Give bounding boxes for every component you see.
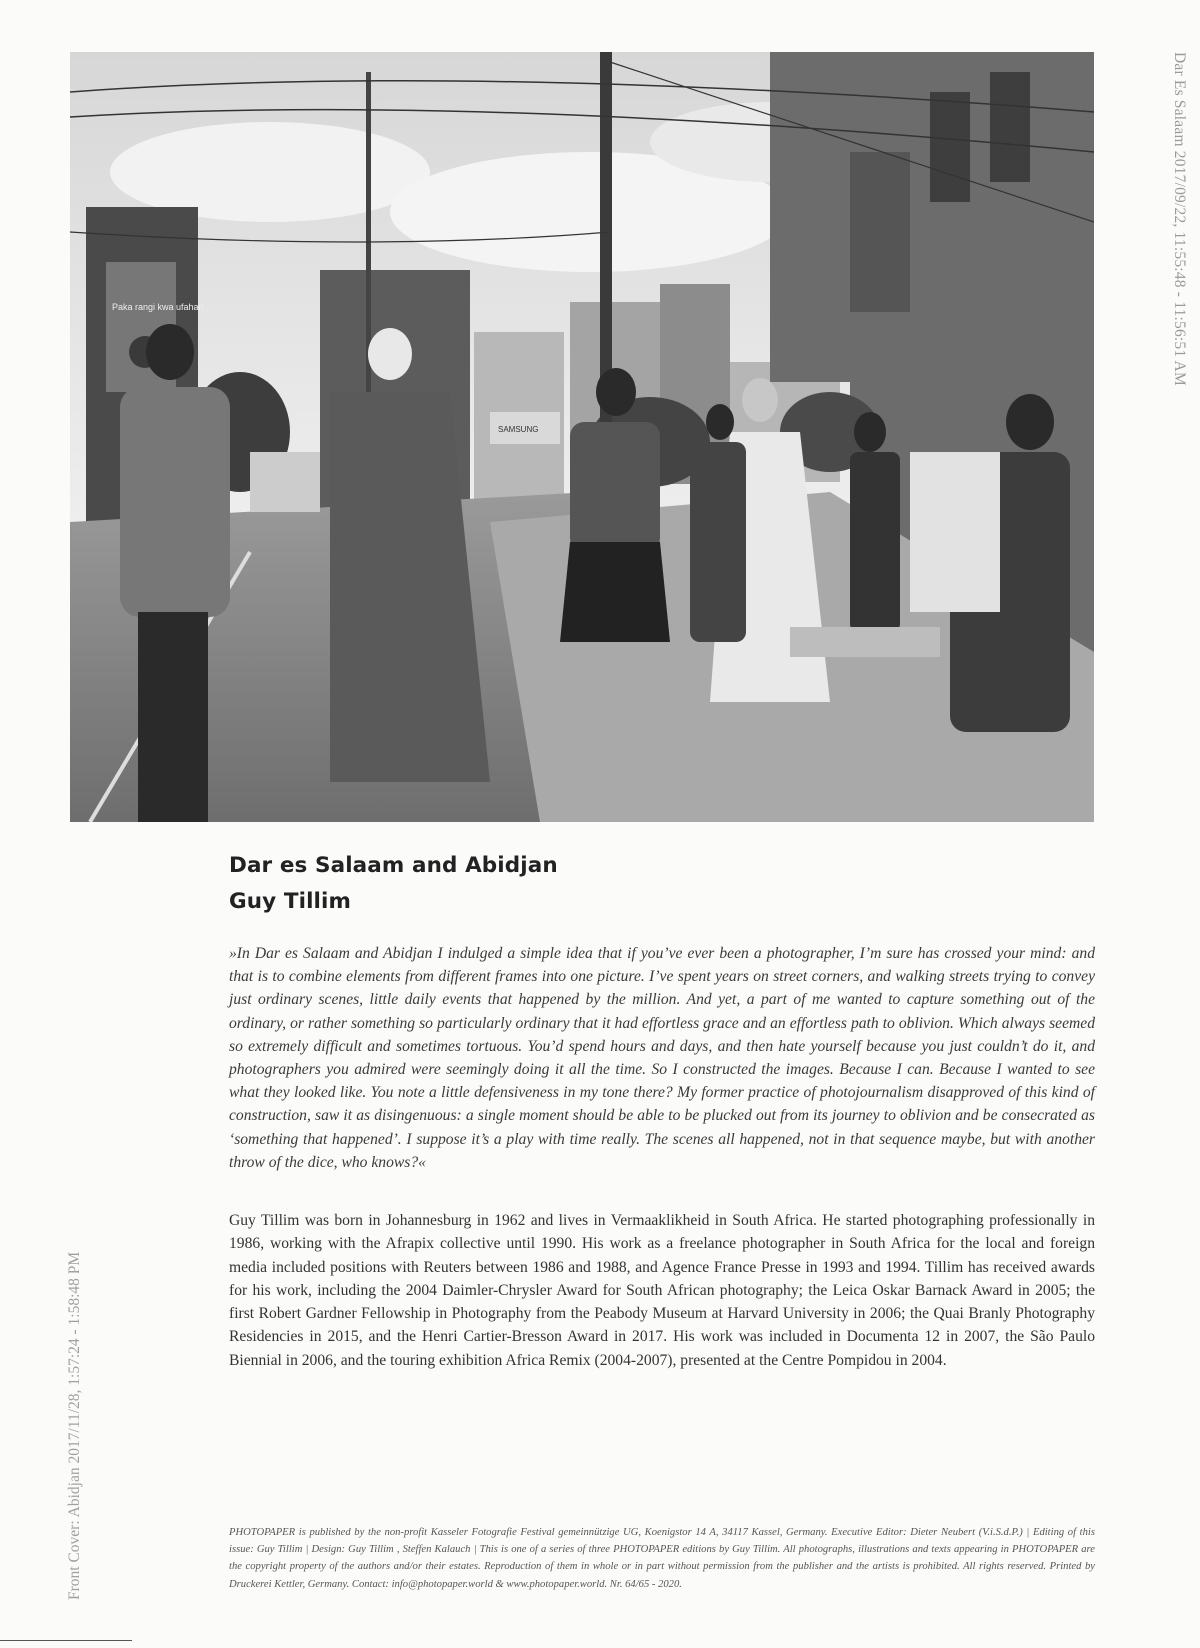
- street-photograph: [70, 52, 1094, 822]
- billboard-text: Paka rangi kwa ufahari: [112, 302, 204, 312]
- publisher-footer: PHOTOPAPER is published by the non-profit Kasseler Fotografie Festival gemeinnützige UG, Koenigstor 14 A, 34117 Kassel, Germany. Executive Editor: Dieter Neubert (V.i.S.d.P.) | Editing of this issue: Guy Tillim | Design: Guy Tillim , Steffen Kalauch | This is one of a series of three PHOTOPAPER editions by Guy Tillim. All photographs, illustrations and texts appearing in PHOTOPAPER are the copyright property of the authors and/or their estates. Reproduction of them in whole or in part without permission from the publisher and the artists is prohibited. All rights reserved. Printed by Druckerei Kettler, Germany. Contact: info@photopaper.world & www.photopaper.world. Nr. 64/65 - 2020.: [229, 1527, 1095, 1590]
- artist-quote: »In Dar es Salaam and Abidjan I indulged a simple idea that if you’ve ever been a photographer, I’m sure has crossed your mind: and that is to combine elements from different frames into one picture. I’ve spent years on street corners, and walking streets trying to convey just ordinary scenes, little daily events that happened by the million. And yet, a part of me wanted to capture something out of the ordinary, or rather something so particularly ordinary that it had effortless grace and an effortless path to oblivion. Which always seemed so extremely difficult and sometimes tortuous. You’d spend hours and days, and then hate yourself because you just couldn’t do it, and photographers you admired were seemingly doing it all the time. So I constructed the images. Because I can. Because I wanted to see what they looked like. You note a little defensiveness in my tone there? My former practice of photojournalism disapproved of this kind of construction, saw it as disingenuous: a single moment should be able to be plucked out from its journey to oblivion and be consecrated as ‘something that happened’. I suppose it’s a play with time really. The scenes all happened, not in that sequence maybe, but with another throw of the dice, who knows?«: [229, 945, 1095, 1171]
- side-caption-right: Dar Es Salaam 2017/09/22, 11:55:48 - 11:56:51 AM: [1171, 52, 1188, 386]
- title-line-2: Guy Tillim: [229, 889, 352, 914]
- side-caption-left: Front Cover: Abidjan 2017/11/28, 1:57:24 - 1:58:48 PM: [66, 1251, 83, 1600]
- artist-biography: Guy Tillim was born in Johannesburg in 1962 and lives in Vermaaklikheid in South Africa. He started photographing professionally in 1986, working with the Afrapix collective until 1990. His work as a freelance photographer in South Africa for the local and foreign media included positions with Reuters between 1986 and 1988, and Agence France Presse in 1993 and 1994. Tillim has received awards for his work, including the 2004 Daimler-Chrysler Award for South African photography; the Leica Oskar Barnack Award in 2005; the first Robert Gardner Fellowship in Photography from the Peabody Museum at Harvard University in 2006; the Quai Branly Photography Residencies in 2015, and the Henri Cartier-Bresson Award in 2017. His work was included in Documenta 12 in 2007, the São Paulo Biennial in 2006, and the touring exhibition Africa Remix (2004-2007), presented at the Centre Pompidou in 2004.: [229, 1212, 1095, 1369]
- photo-illustration: [70, 52, 1094, 822]
- title-line-1: Dar es Salaam and Abidjan: [229, 853, 558, 878]
- market-stall: [790, 627, 940, 657]
- shop-sign: SAMSUNG: [498, 425, 539, 434]
- bottom-rule: [0, 1640, 132, 1641]
- truck: [910, 452, 1000, 612]
- parked-car: [250, 452, 320, 512]
- article-title: [229, 848, 558, 920]
